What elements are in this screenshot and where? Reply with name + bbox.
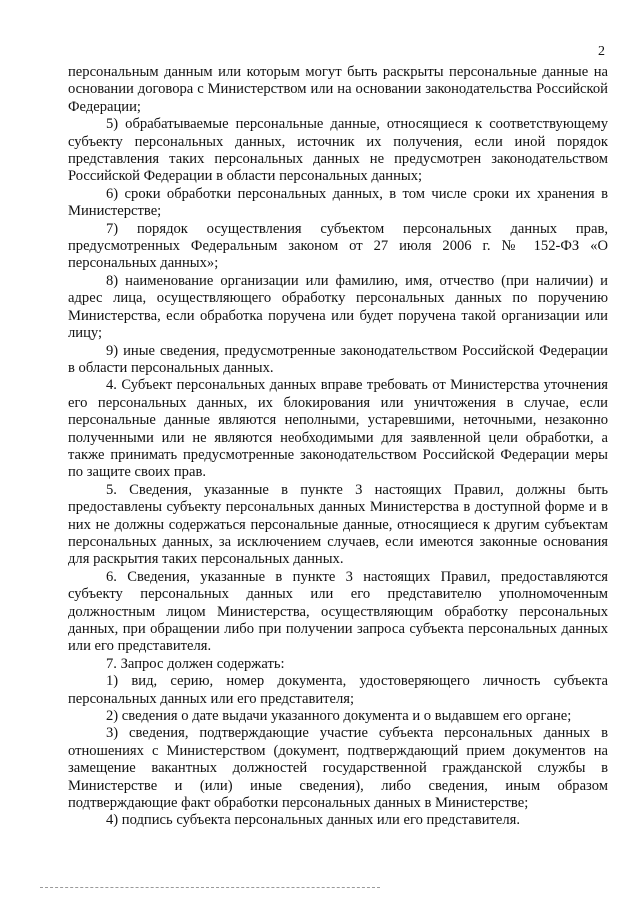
paragraph-clause-7: 7. Запрос должен содержать: bbox=[106, 655, 285, 672]
paragraph-request-item-2: 2) сведения о дате выдачи указанного документа и о выдавшем его органе; bbox=[106, 708, 572, 725]
document-body bbox=[68, 64, 608, 830]
paragraph-item-5: 5) обрабатываемые персональные данные, относящиеся к соответствующему субъекту персональных данных, источник их получения, если иной порядок представления таких персональных данных не предусмотрен законодательством Российской Федерации в области персональных данных; bbox=[68, 116, 608, 185]
paragraph-item-7: 7) порядок осуществления субъектом персональных данных прав, предусмотренных Федеральным законом от 27 июля 2006 г. № 152-ФЗ «О персональных данных»; bbox=[68, 220, 608, 272]
paragraph-clause-6: 6. Сведения, указанные в пункте 3 настоящих Правил, предоставляются субъекту персональных данных или его представителю уполномоченным должностным лицом Министерства, осуществляющим обработку персональных данных, при обращении либо при получении запроса субъекта персональных данных или его представителя. bbox=[68, 568, 608, 655]
paragraph-clause-5: 5. Сведения, указанные в пункте 3 настоящих Правил, должны быть предоставлены субъекту персональных данных Министерства в доступной форме и в них не должны содержаться персональные данные, относящиеся к другим субъектам персональных данных, за исключением случаев, если имеются законные основания для раскрытия таких персональных данных. bbox=[68, 481, 608, 568]
paragraph-item-9: 9) иные сведения, предусмотренные законодательством Российской Федерации в области персональных данных. bbox=[68, 342, 608, 376]
paragraph-item-6: 6) сроки обработки персональных данных, в том числе сроки их хранения в Министерстве; bbox=[68, 185, 608, 220]
paragraph-request-item-3: 3) сведения, подтверждающие участие субъекта персональных данных в отношениях с Министерством (документ, подтверждающий прием документов на замещение вакантных должностей государственной гражданской службы в Министерстве и (или) иные сведения), либо сведения, иным образом подтверждающие факт обработки персональных данных в Министерстве; bbox=[68, 725, 608, 812]
paragraph-clause-4: 4. Субъект персональных данных вправе требовать от Министерства уточнения его персональных данных, их блокирования или уничтожения в случае, если персональные данные являются неполными, устаревшими, неточными, незаконно полученными или не являются необходимыми для заявленной цели обработки, а также принимать предусмотренные законодательством Российской Федерации меры по защите своих прав. bbox=[68, 377, 608, 481]
paragraph-request-item-4: 4) подпись субъекта персональных данных или его представителя. bbox=[106, 812, 521, 829]
footer-rule bbox=[40, 887, 380, 888]
paragraph-request-item-1: 1) вид, серию, номер документа, удостоверяющего личность субъекта персональных данных или его представителя; bbox=[68, 673, 608, 707]
page-number: 2 bbox=[598, 44, 605, 59]
paragraph-item-8: 8) наименование организации или фамилию, имя, отчество (при наличии) и адрес лица, осуществляющего обработку персональных данных по поручению Министерства, если обработка поручена или будет поручена такой организации или лицу; bbox=[68, 272, 608, 342]
paragraph-continuation: персональным данным или которым могут быть раскрыты персональные данные на основании договора с Министерством или на основании законодательства Российской Федерации; bbox=[68, 64, 608, 115]
